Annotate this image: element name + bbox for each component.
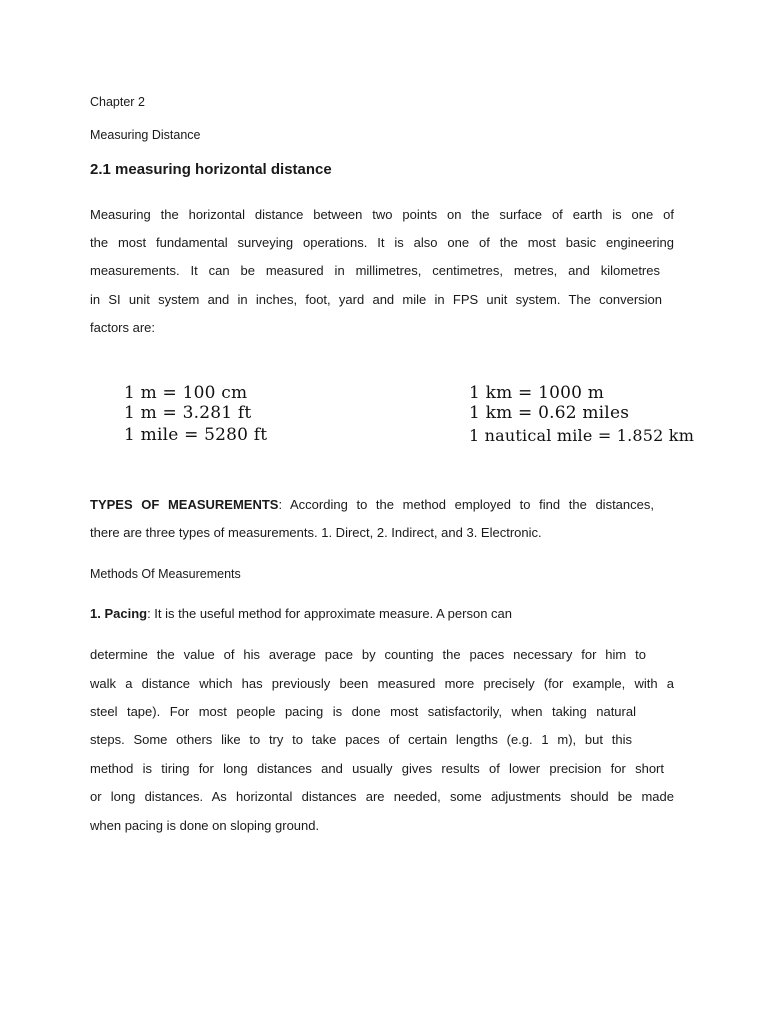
chapter-subtitle: Measuring Distance: [90, 128, 201, 142]
pacing-paragraph-line: [90, 606, 512, 622]
conversion-equation: 1 m = 3.281 ft: [124, 403, 252, 423]
intro-line: Measuring the horizontal distance between two points on the surface of earth is one of: [90, 207, 674, 222]
pacing-text: : It is the useful method for approximate measure. A person can: [147, 606, 512, 621]
pacing-line: or long distances. As horizontal distances are needed, some adjustments should be made: [90, 789, 674, 804]
intro-line: in SI unit system and in inches, foot, yard and mile in FPS unit system. The conversion: [90, 292, 662, 307]
pacing-line: walk a distance which has previously been measured more precisely (for example, with a: [90, 676, 674, 691]
types-label: TYPES OF MEASUREMENTS: [90, 497, 279, 512]
types-paragraph-line: [90, 497, 654, 513]
conversion-equation: 1 mile = 5280 ft: [124, 425, 268, 445]
pacing-line: determine the value of his average pace by counting the paces necessary for him to: [90, 647, 646, 662]
methods-heading: Methods Of Measurements: [90, 567, 241, 581]
conversion-equation: 1 km = 1000 m: [469, 383, 605, 403]
intro-line: factors are:: [90, 320, 156, 335]
types-text: : According to the method employed to find the distances,: [278, 497, 654, 512]
conversion-equation: 1 km = 0.62 miles: [469, 403, 630, 423]
pacing-line: method is tiring for long distances and usually gives results of lower precision for short: [90, 761, 664, 776]
intro-line: the most fundamental surveying operations. It is also one of the most basic engineering: [90, 235, 674, 250]
pacing-line: steel tape). For most people pacing is done most satisfactorily, when taking natural: [90, 704, 636, 719]
section-heading: 2.1 measuring horizontal distance: [90, 161, 332, 178]
intro-line: measurements. It can be measured in millimetres, centimetres, metres, and kilometres: [90, 263, 660, 278]
chapter-label: Chapter 2: [90, 95, 145, 109]
conversion-equation: 1 m = 100 cm: [124, 383, 248, 403]
conversion-equation: 1 nautical mile = 1.852 km: [469, 426, 695, 445]
types-paragraph-line: there are three types of measurements. 1. Direct, 2. Indirect, and 3. Electronic.: [90, 525, 542, 540]
pacing-line: when pacing is done on sloping ground.: [90, 818, 320, 833]
pacing-label: 1. Pacing: [90, 606, 148, 621]
pacing-line: steps. Some others like to try to take paces of certain lengths (e.g. 1 m), but this: [90, 732, 632, 747]
